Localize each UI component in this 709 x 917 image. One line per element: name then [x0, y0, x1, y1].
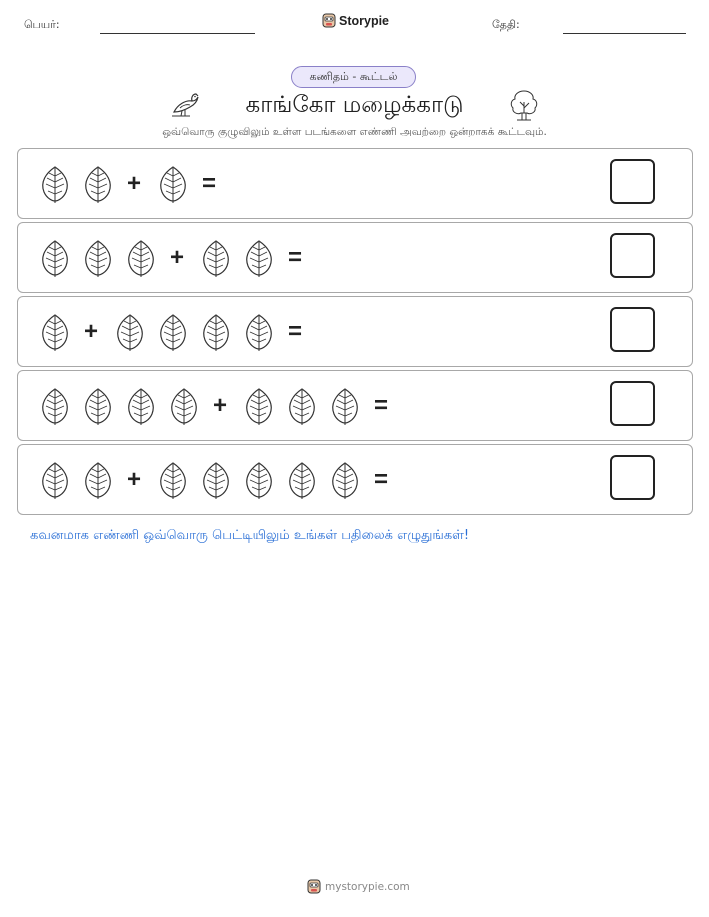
leaf-icon	[242, 312, 276, 352]
equals-sign: =	[201, 169, 216, 197]
equation	[38, 445, 403, 514]
leaf-icon	[81, 386, 115, 426]
leaf-icon	[38, 386, 72, 426]
leaf-icon	[199, 312, 233, 352]
equation	[38, 371, 403, 440]
problem-row	[17, 444, 693, 515]
leaf-icon	[285, 460, 319, 500]
subject-badge: கணிதம் - கூட்டல்	[291, 66, 416, 88]
name-label: பெயர்:	[24, 18, 60, 31]
leaf-icon	[38, 164, 72, 204]
plus-sign: +	[83, 317, 98, 345]
leaf-icon	[242, 238, 276, 278]
answer-box[interactable]	[610, 381, 655, 426]
leaf-icon	[156, 164, 190, 204]
name-line[interactable]	[100, 33, 255, 34]
leaf-icon	[199, 460, 233, 500]
problem-row	[17, 296, 693, 367]
footer	[307, 879, 410, 894]
equals-sign: =	[373, 465, 388, 493]
leaf-icon	[328, 386, 362, 426]
answer-box[interactable]	[610, 455, 655, 500]
leaf-icon	[156, 312, 190, 352]
leaf-icon	[113, 312, 147, 352]
page-title: காங்கோ மழைக்காடு	[245, 92, 464, 118]
tree-icon	[508, 88, 540, 122]
brand-logo	[322, 13, 389, 28]
plus-sign: +	[169, 243, 184, 271]
answer-box[interactable]	[610, 233, 655, 278]
storypie-mascot-icon	[307, 879, 321, 894]
leaf-icon	[81, 164, 115, 204]
leaf-icon	[242, 460, 276, 500]
equals-sign: =	[373, 391, 388, 419]
equals-sign: =	[287, 317, 302, 345]
leaf-icon	[285, 386, 319, 426]
leaf-icon	[199, 238, 233, 278]
date-line[interactable]	[563, 33, 686, 34]
answer-box[interactable]	[610, 307, 655, 352]
problem-row	[17, 370, 693, 441]
leaf-icon	[38, 460, 72, 500]
leaf-icon	[38, 238, 72, 278]
leaf-icon	[156, 460, 190, 500]
leaf-icon	[124, 386, 158, 426]
equation	[38, 149, 231, 218]
equation	[38, 223, 317, 292]
leaf-icon	[38, 312, 72, 352]
leaf-icon	[81, 460, 115, 500]
plus-sign: +	[126, 465, 141, 493]
problem-row	[17, 222, 693, 293]
storypie-mascot-icon	[322, 13, 336, 28]
brand-name: Storypie	[339, 13, 390, 28]
leaf-icon	[124, 238, 158, 278]
instructions: ஒவ்வொரு குழுவிலும் உள்ள படங்களை எண்ணி அவற்றை ஒன்றாகக் கூட்டவும்.	[162, 126, 547, 138]
problem-row	[17, 148, 693, 219]
date-label: தேதி:	[492, 18, 520, 31]
bottom-note: கவனமாக எண்ணி ஒவ்வொரு பெட்டியிலும் உங்கள் பதிலைக் எழுதுங்கள்!	[30, 528, 470, 543]
plus-sign: +	[126, 169, 141, 197]
answer-box[interactable]	[610, 159, 655, 204]
plus-sign: +	[212, 391, 227, 419]
leaf-icon	[81, 238, 115, 278]
footer-url[interactable]: mystorypie.com	[325, 880, 410, 893]
equation	[38, 297, 317, 366]
leaf-icon	[328, 460, 362, 500]
leaf-icon	[167, 386, 201, 426]
leaf-icon	[242, 386, 276, 426]
equals-sign: =	[287, 243, 302, 271]
